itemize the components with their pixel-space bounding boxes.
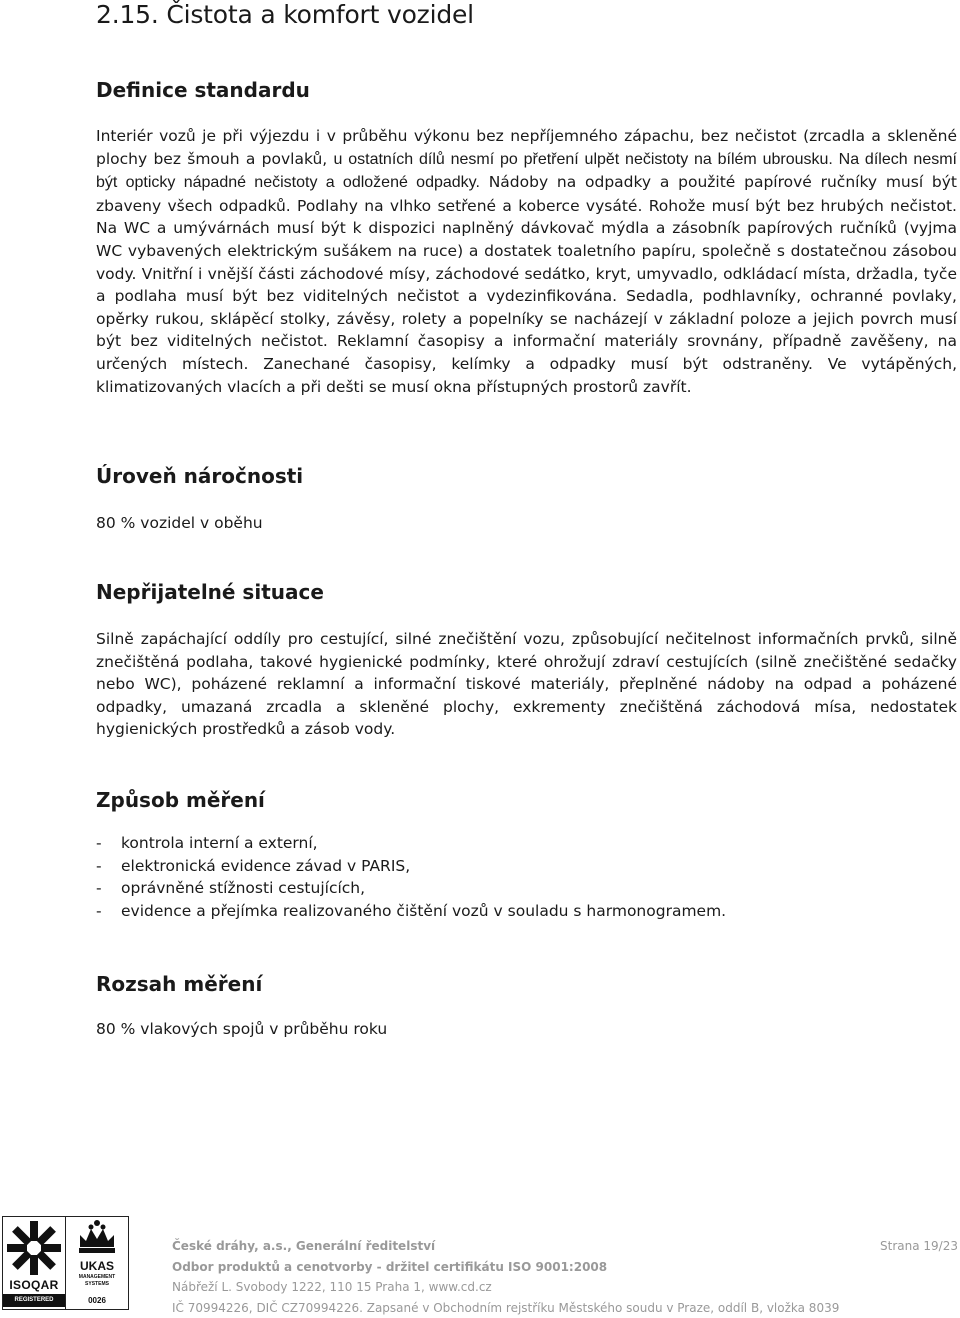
page-title: 2.15. Čistota a komfort vozidel [96, 0, 474, 29]
list-item [96, 877, 726, 900]
ukas-logo-text: UKAS [66, 1259, 128, 1273]
list-item-text: oprávněné stížnosti cestujících, [121, 879, 365, 897]
footer-company: České dráhy, a.s., Generální ředitelství [172, 1236, 958, 1257]
footer-address: Nábřeží L. Svobody 1222, 110 15 Praha 1, www.cd.cz [172, 1277, 958, 1298]
isoqar-logo-text: ISOQAR [3, 1278, 65, 1292]
list-bullet: - [96, 877, 102, 900]
unacceptable-text: Silně zapáchající oddíly pro cestující, silné znečištění vozu, způsobující nečitelnost informačních prvků, silně znečištěná podlaha, takové hygienické podmínky, které ohrožují zdraví cestujících (silně znečištěné sedačky nebo WC), poházené reklamní a informační tiskové materiály, přeplněné nádoby na odpad a poházené odpadky, umazaná zrcadla a skleněné plochy, exkrementy znečištěná záchodová mísa, nedostatek hygienických prostředků a zásob vody. [96, 628, 957, 741]
ukas-logo-subtext-1: MANAGEMENT [66, 1274, 128, 1280]
unacceptable-heading: Nepřijatelné situace [96, 580, 324, 604]
list-item-text: kontrola interní a externí, [121, 834, 318, 852]
isoqar-logo [2, 1216, 66, 1310]
definition-text [96, 125, 957, 398]
footer-registration: IČ 70994226, DIČ CZ70994226. Zapsané v Obchodním rejstříku Městského soudu v Praze, oddíl B, vložka 8039 [172, 1298, 958, 1318]
page-number: Strana 19/23 [880, 1236, 958, 1257]
crown-icon [66, 1217, 128, 1259]
list-bullet: - [96, 832, 102, 855]
range-text: 80 % vlakových spojů v průběhu roku [96, 1020, 387, 1038]
definition-text-a: Interiér vozů je při výjezdu i v průběhu výkonu bez nepříjemného zápachu, bez nečistot (zrcadla a skleněné plochy bez šmouh a povlaků, [96, 127, 957, 168]
list-item [96, 832, 726, 855]
ukas-logo [65, 1216, 129, 1310]
certification-logos [0, 1216, 128, 1308]
list-item [96, 900, 726, 923]
list-item-text: elektronická evidence závad v PARIS, [121, 857, 410, 875]
range-heading: Rozsah měření [96, 972, 262, 996]
list-bullet: - [96, 855, 102, 878]
method-heading: Způsob měření [96, 788, 265, 812]
list-item-text: evidence a přejímka realizovaného čištění vozů v souladu s harmonogramem. [121, 902, 726, 920]
isoqar-emblem-icon [3, 1217, 65, 1279]
method-list [96, 832, 726, 922]
list-bullet: - [96, 900, 102, 923]
level-heading: Úroveň náročnosti [96, 464, 303, 488]
ukas-logo-subtext-2: SYSTEMS [66, 1281, 128, 1287]
definition-text-b: u ostatních dílů nesmí po přetření ulpět nečistoty na bílém ubrousku. Na dílech nesmí být opticky nápadné nečistoty a odložené odpadky. [96, 151, 957, 192]
definition-text-c: Nádoby na odpadky a použité papírové ručníky musí být zbaveny všech odpadků. Podlahy na vlhko setřené a koberce vysáté. Rohože musí být bez hrubých nečistot. Na WC a umývárnách musí být k dispozici naplněný dávkovač mýdla a zásobník papírových ručníků (vyjma WC vybavených elektrickým sušákem na ruce) a dostatek toaletního papíru, společně s dostatečnou zásobou vody. Vnitřní i vnější části záchodové mísy, záchodové sedátko, kryt, umyvadlo, odkládací místa, držadla, tyče a podlaha musí být bez viditelných nečistot a vydezinfikována. Sedadla, podhlavníky, ochranné povlaky, opěrky rukou, sklápěcí stolky, závěsy, rolety a popelníky se nacházejí v základní poloze a jejich povrch musí být bez viditelných nečistot. Reklamní časopisy a informační materiály srovnány, případně zavěšeny, na určených místech. Zanechané časopisy, kelímky a odpadky musí být odstraněny. Ve vytápěných, klimatizovaných vlacích a při dešti se musí okna přístupných prostorů zavřít. [96, 173, 957, 395]
level-text: 80 % vozidel v oběhu [96, 514, 263, 532]
isoqar-logo-subtext: REGISTERED [3, 1294, 65, 1307]
ukas-logo-number: 0026 [66, 1296, 128, 1305]
footer-department: Odbor produktů a cenotvorby - držitel certifikátu ISO 9001:2008 [172, 1257, 958, 1278]
definition-heading: Definice standardu [96, 78, 310, 102]
list-item [96, 855, 726, 878]
page-footer [172, 1236, 958, 1318]
